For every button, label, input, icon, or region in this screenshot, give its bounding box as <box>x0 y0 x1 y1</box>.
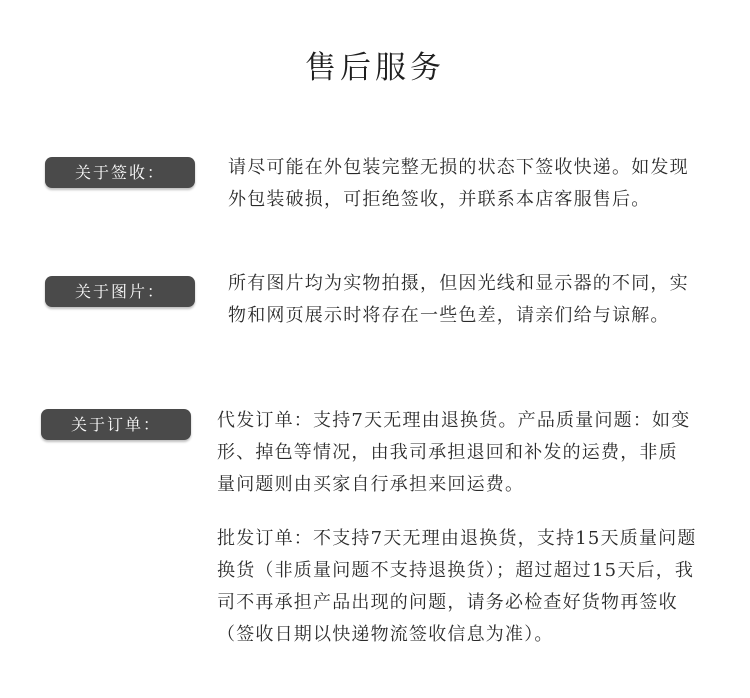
text-line: 量问题则由买家自行承担来回运费。 <box>217 474 525 495</box>
text-line: 形、掉色等情况，由我司承担退回和补发的运费，非质 <box>217 442 678 463</box>
section-label-orders: 关于订单： <box>41 409 191 440</box>
section-text-orders <box>217 405 697 651</box>
text-line: （签收日期以快递物流签收信息为准）。 <box>217 624 554 645</box>
text-line: 代发订单：支持7天无理由退换货。产品质量问题：如变 <box>217 410 691 431</box>
section-label-pictures: 关于图片： <box>45 276 195 307</box>
section-text-signing <box>228 152 689 216</box>
text-line: 换货（非质量问题不支持退换货）；超过超过15天后，我 <box>217 560 695 581</box>
section-label-signing: 关于签收： <box>45 157 195 188</box>
text-line: 司不再承担产品出现的问题，请务必检查好货物再签收 <box>217 592 678 613</box>
text-line: 物和网页展示时将存在一些色差，请亲们给与谅解。 <box>228 305 670 326</box>
page-title: 售后服务 <box>305 50 445 86</box>
text-line: 批发订单：不支持7天无理由退换货，支持15天质量问题 <box>217 528 697 549</box>
text-line: 请尽可能在外包装完整无损的状态下签收快递。如发现 <box>228 157 689 178</box>
paragraph-gap <box>217 501 697 523</box>
section-text-pictures <box>228 268 689 332</box>
text-line: 所有图片均为实物拍摄，但因光线和显示器的不同，实 <box>228 273 689 294</box>
text-line: 外包装破损，可拒绝签收，并联系本店客服售后。 <box>228 189 651 210</box>
